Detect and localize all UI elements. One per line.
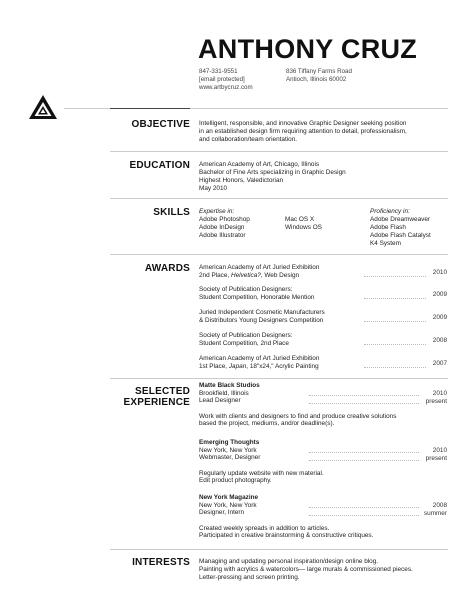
education-line: Bachelor of Fine Arts specializing in Graphic Design <box>199 169 346 176</box>
objective-line: in an established design firm requiring attention to detail, professionalism, <box>199 128 407 135</box>
education-line: American Academy of Art, Chicago, Illinois <box>199 161 320 168</box>
job-entry <box>199 494 447 546</box>
award-item <box>199 286 447 302</box>
dot-leader <box>309 452 419 453</box>
dot-leader <box>364 344 426 345</box>
contact-right <box>286 68 352 84</box>
skill-item: Adobe Flash Catalyst <box>370 232 431 239</box>
section-divider-interests <box>110 549 448 550</box>
section-divider-experience <box>110 378 448 379</box>
job-entry <box>199 439 447 491</box>
skill-item: Adobe InDesign <box>199 224 245 231</box>
award-title: American Academy of Art Juried Exhibition <box>199 264 320 271</box>
interests-line: Managing and updating personal inspiration/design online blog. <box>199 558 379 565</box>
job-description <box>199 470 447 485</box>
skill-item: Windows OS <box>285 224 322 231</box>
heading-experience <box>0 386 190 408</box>
job-description-line: based the project, mediums, and/or deadline(s). <box>199 420 335 428</box>
dot-leader <box>364 321 426 322</box>
contact-address-line1: 836 Tiffany Farms Road <box>286 68 352 75</box>
job-description-line: Created weekly spreads in addition to articles. <box>199 524 330 532</box>
skill-item: Adobe Illustrator <box>199 232 246 239</box>
job-start: 2008 <box>432 502 447 509</box>
job-end: present <box>425 455 447 462</box>
award-detail: & Distributors Young Designers Competition <box>199 316 324 324</box>
job-start: 2010 <box>432 390 447 397</box>
job-title: Designer, Intern <box>199 509 245 517</box>
job-start: 2010 <box>432 447 447 454</box>
award-title: Society of Publication Designers: <box>199 332 293 339</box>
skill-item: Adobe Photoshop <box>199 216 250 223</box>
section-divider-objective <box>110 108 190 109</box>
award-item <box>199 309 447 325</box>
job-description <box>199 525 447 540</box>
award-year: 2008 <box>432 337 447 344</box>
skills-os <box>285 216 322 232</box>
award-year: 2009 <box>432 291 447 298</box>
heading-experience-line1: SELECTED <box>135 386 190 397</box>
award-detail: Student Competition, 2nd Place <box>199 339 289 347</box>
job-company: Matte Black Studios <box>199 382 260 389</box>
skills-proficiency-label: Proficiency in: <box>370 208 410 215</box>
skills-expertise <box>199 208 250 240</box>
education-line: Highest Honors, Valedictorian <box>199 177 284 184</box>
job-title: Lead Designer <box>199 397 241 405</box>
dot-leader <box>309 515 419 516</box>
interests-text <box>199 558 413 582</box>
objective-line: and collaboration/team orientation. <box>199 136 298 143</box>
award-year: 2007 <box>432 360 447 367</box>
job-description <box>199 413 447 428</box>
section-divider-skills <box>110 198 448 199</box>
skill-item: K4 System <box>370 240 401 247</box>
skill-item: Adobe Dreamweaver <box>370 216 431 223</box>
skills-expertise-label: Expertise in: <box>199 208 235 215</box>
award-detail: 1st Place, Japan, 18"x24," Acrylic Painting <box>199 362 319 370</box>
award-title: American Academy of Art Juried Exhibition <box>199 355 320 362</box>
section-divider-awards <box>110 254 448 255</box>
award-detail: Student Competition, Honorable Mention <box>199 293 315 301</box>
job-entry <box>199 382 447 446</box>
job-company: New York Magazine <box>199 494 259 501</box>
job-end: summer <box>423 510 447 517</box>
award-item <box>199 355 447 371</box>
contact-left <box>199 68 253 92</box>
education-line: May 2010 <box>199 185 228 192</box>
heading-experience-line2: EXPERIENCE <box>123 397 190 408</box>
award-title: Juried Independent Cosmetic Manufacturers <box>199 309 325 316</box>
skill-item: Adobe Flash <box>370 224 406 231</box>
dot-leader <box>309 507 419 508</box>
job-description-line: Edit product photography. <box>199 477 272 485</box>
dot-leader <box>309 460 419 461</box>
dot-leader <box>364 298 426 299</box>
skills-proficiency <box>370 208 431 248</box>
dot-leader <box>309 403 419 404</box>
dot-leader <box>309 395 419 396</box>
job-end: present <box>425 398 447 405</box>
award-item <box>199 264 447 280</box>
section-divider-education <box>110 151 448 152</box>
heading-interests: INTERESTS <box>132 557 190 568</box>
contact-email[interactable]: [email protected] <box>199 76 245 83</box>
interests-line: Letter-pressing and screen printing. <box>199 574 300 581</box>
job-title: Webmaster, Designer <box>199 454 261 462</box>
heading-awards: AWARDS <box>144 263 190 274</box>
award-item <box>199 332 447 348</box>
job-location: Brookfield, Illinois <box>199 389 249 397</box>
dot-leader <box>364 276 426 277</box>
heading-education: EDUCATION <box>129 160 190 171</box>
heading-skills: SKILLS <box>153 207 190 218</box>
job-company: Emerging Thoughts <box>199 439 260 446</box>
contact-address-line2: Antioch, Illinois 60002 <box>286 76 347 83</box>
award-year: 2010 <box>432 269 447 276</box>
contact-website[interactable]: www.artbycruz.com <box>199 84 253 91</box>
skill-item: Mac OS X <box>285 216 315 223</box>
job-description-line: Participated in creative brainstorming & constructive critiques. <box>199 532 374 540</box>
education-text <box>199 161 346 193</box>
contact-phone: 847-331-9551 <box>199 68 238 75</box>
resume-name: ANTHONY CRUZ <box>198 34 418 64</box>
logo-mark-icon <box>28 94 58 120</box>
award-year: 2009 <box>432 314 447 321</box>
job-location: New York, New York <box>199 501 257 509</box>
heading-objective: OBJECTIVE <box>131 119 190 130</box>
job-description-line: Work with clients and designers to find and produce creative solutions <box>199 412 397 420</box>
job-location: New York, New York <box>199 446 257 454</box>
job-description-line: Regularly update website with new material. <box>199 469 324 477</box>
objective-line: Intelligent, responsible, and innovative Graphic Designer seeking position <box>199 120 407 127</box>
award-title: Society of Publication Designers: <box>199 286 293 293</box>
dot-leader <box>364 367 426 368</box>
interests-line: Painting with acrylics & watercolors— large murals & commissioned pieces. <box>199 566 413 573</box>
objective-text <box>199 120 407 144</box>
award-detail: 2nd Place, Helvetica?, Web Design <box>199 271 300 279</box>
